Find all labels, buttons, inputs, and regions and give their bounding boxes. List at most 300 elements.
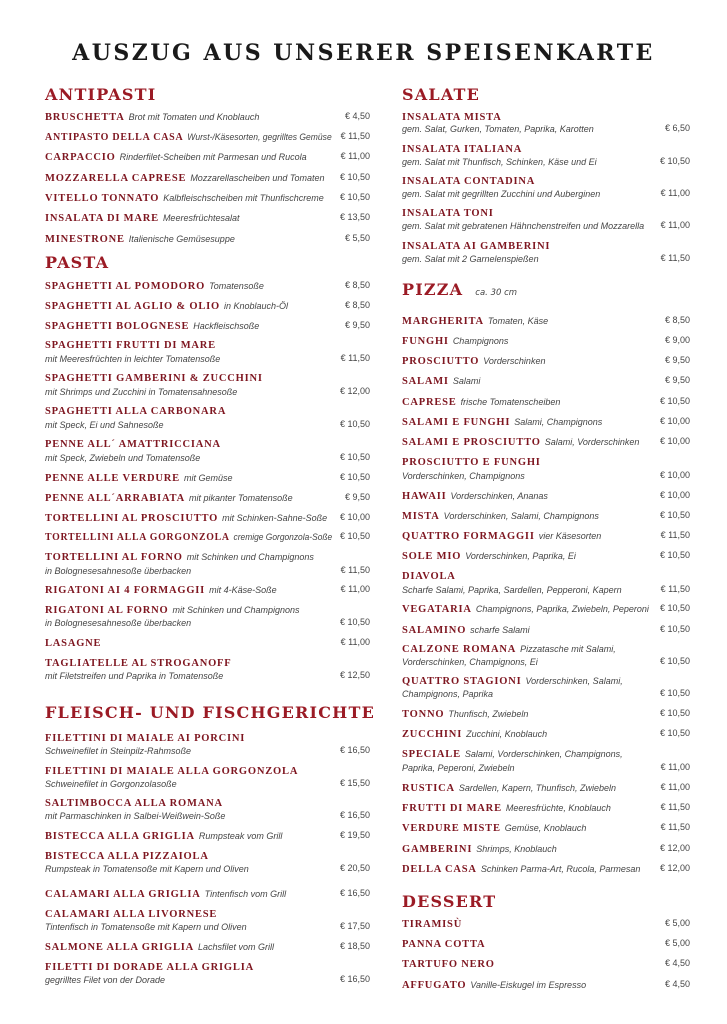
item-name: PENNE ALL´ AMATTRICCIANA — [45, 439, 221, 450]
item-line — [45, 371, 263, 383]
item-price: € 11,00 — [660, 762, 690, 772]
item-name: RIGATONI AI 4 FORMAGGII — [45, 585, 206, 596]
item-description: Vanille-Eiskugel im Espresso — [470, 980, 587, 990]
item-line — [45, 960, 254, 972]
item-name: TORTELLINI ALLA GORGONZOLA — [45, 532, 230, 543]
item-line — [45, 437, 221, 449]
item-description-line — [402, 219, 644, 231]
item-name: LASAGNE — [45, 638, 102, 649]
item-line — [402, 110, 502, 122]
item-line — [402, 747, 623, 759]
item-description-line — [45, 862, 249, 874]
section-heading — [45, 703, 375, 723]
item-name: MOZZARELLA CAPRESE — [45, 173, 187, 184]
item-description: mit Filetstreifen und Paprika in Tomatensoße — [45, 671, 224, 681]
item-line — [402, 642, 616, 654]
item-line — [402, 623, 530, 635]
item-name: SPECIALE — [402, 749, 461, 760]
item-name: SALAMI E PROSCIUTTO — [402, 437, 541, 448]
item-name: ZUCCHINI — [402, 729, 463, 740]
item-name: PENNE ALLE VERDURE — [45, 473, 180, 484]
item-line — [45, 299, 288, 311]
item-description: gem. Salat mit Thunfisch, Schinken, Käse und Ei — [402, 157, 597, 167]
section-heading — [402, 85, 480, 105]
item-price: € 9,00 — [664, 335, 690, 345]
item-line — [45, 191, 324, 203]
item-name: AFFUGATO — [402, 980, 467, 991]
item-name: SPAGHETTI FRUTTI DI MARE — [45, 340, 216, 351]
item-price: € 20,50 — [339, 863, 370, 873]
item-description-line — [45, 616, 191, 628]
item-price: € 10,50 — [339, 419, 370, 429]
item-description: Kalbfleischscheiben mit Thunfischcreme — [163, 193, 324, 203]
item-name: SPAGHETTI AL POMODORO — [45, 281, 206, 292]
item-line — [45, 940, 274, 952]
item-price: € 11,50 — [660, 530, 690, 540]
item-description: mit Schinken und Champignons — [186, 552, 314, 562]
item-line — [45, 764, 298, 776]
item-price: € 11,50 — [660, 822, 690, 832]
item-description: mit Schinken und Champignons — [172, 605, 300, 615]
item-description: Paprika, Peperoni, Zwiebeln — [402, 763, 515, 773]
item-price: € 19,50 — [339, 830, 370, 840]
section-title: SALATE — [402, 85, 481, 104]
item-description: Schinken Parma-Art, Rucola, Parmesan — [480, 864, 641, 874]
item-description: Tintenfisch vom Grill — [204, 889, 287, 899]
item-price: € 11,50 — [660, 253, 690, 263]
item-price: € 4,50 — [344, 111, 370, 121]
item-line — [402, 529, 601, 541]
item-line — [402, 374, 480, 386]
item-name: FRUTTI DI MARE — [402, 803, 502, 814]
item-price: € 10,00 — [339, 512, 370, 522]
item-name: TAGLIATELLE AL STROGANOFF — [45, 658, 232, 669]
item-description: gem. Salat, Gurken, Tomaten, Paprika, Karotten — [402, 124, 594, 134]
item-price: € 4,50 — [664, 958, 690, 968]
item-price: € 10,50 — [659, 688, 690, 698]
item-description: Champignons — [452, 336, 509, 346]
item-description: frische Tomatenscheiben — [460, 397, 561, 407]
item-line — [402, 239, 550, 251]
item-description: Salami, Vorderschinken, Champignons, — [464, 749, 623, 759]
item-price: € 10,00 — [659, 470, 690, 480]
item-price: € 10,50 — [339, 172, 370, 182]
item-price: € 17,50 — [339, 921, 370, 931]
item-line — [402, 781, 616, 793]
item-price: € 10,00 — [659, 416, 690, 426]
item-price: € 13,50 — [339, 212, 370, 222]
item-name: TONNO — [402, 709, 445, 720]
item-name: PROSCIUTTO E FUNGHI — [402, 457, 541, 468]
item-price: € 11,50 — [660, 584, 690, 594]
item-description-line — [45, 920, 247, 932]
item-line — [402, 455, 541, 467]
item-description: Vorderschinken, Ananas — [450, 491, 548, 501]
item-price: € 5,50 — [344, 233, 370, 243]
item-description: Vorderschinken, Salami, — [525, 676, 623, 686]
item-name: MISTA — [402, 511, 440, 522]
item-description: mit Gemüse — [183, 473, 233, 483]
item-price: € 8,50 — [664, 315, 690, 325]
item-name: CALZONE ROMANA — [402, 644, 517, 655]
item-description: Thunfisch, Zwiebeln — [448, 709, 529, 719]
item-price: € 10,00 — [659, 436, 690, 446]
item-description: in Bolognesesahnesoße überbacken — [45, 566, 192, 576]
item-line — [45, 232, 235, 244]
item-line — [45, 471, 233, 483]
item-name: TORTELLINI AL FORNO — [45, 552, 183, 563]
item-description: Meeresfrüchte, Knoblauch — [505, 803, 611, 813]
item-description: Vorderschinken, Salami, Champignons — [443, 511, 599, 521]
item-description: Meeresfrüchtesalat — [162, 213, 240, 223]
item-line — [45, 511, 327, 523]
item-line — [45, 171, 325, 183]
item-price: € 11,00 — [340, 151, 370, 161]
item-description: Tomaten, Käse — [487, 316, 549, 326]
item-description: Scharfe Salami, Paprika, Sardellen, Pepperoni, Kapern — [402, 585, 622, 595]
item-price: € 12,50 — [339, 670, 370, 680]
item-description: cremige Gorgonzola-Soße — [233, 532, 333, 542]
item-description: mit 4-Käse-Soße — [209, 585, 277, 595]
item-line — [402, 549, 576, 561]
item-line — [45, 731, 245, 743]
item-description: Champignons, Paprika, Zwiebeln, Peperoni — [475, 604, 649, 614]
item-price: € 6,50 — [664, 123, 690, 133]
item-name: RUSTICA — [402, 783, 455, 794]
item-price: € 10,50 — [659, 708, 690, 718]
item-price: € 16,50 — [339, 974, 370, 984]
item-price: € 8,50 — [344, 280, 370, 290]
item-price: € 11,00 — [660, 220, 690, 230]
item-price: € 11,00 — [660, 188, 690, 198]
section-title: PIZZA — [402, 280, 464, 299]
item-description: Italienische Gemüsesuppe — [128, 234, 235, 244]
item-name: CALAMARI ALLA GRIGLIA — [45, 889, 201, 900]
item-description-line — [45, 385, 237, 397]
item-line — [45, 603, 300, 615]
item-description: Gemüse, Knoblauch — [504, 823, 587, 833]
item-description: mit Speck, Zwiebeln und Tomatensoße — [45, 453, 201, 463]
item-price: € 5,00 — [664, 918, 690, 928]
item-name: SPAGHETTI GAMBERINI & ZUCCHINI — [45, 373, 263, 384]
item-line — [402, 334, 508, 346]
item-line — [402, 174, 535, 186]
item-name: BRUSCHETTA — [45, 112, 125, 123]
item-price: € 10,50 — [659, 396, 690, 406]
item-line — [402, 978, 586, 990]
item-line — [45, 583, 277, 595]
item-price: € 10,50 — [659, 156, 690, 166]
item-name: INSALATA ITALIANA — [402, 144, 523, 155]
item-line — [45, 491, 293, 503]
section-title: ANTIPASTI — [45, 85, 157, 104]
item-description: Schweinefilet in Gorgonzolasoße — [45, 779, 177, 789]
item-name: BISTECCA ALLA PIZZAIOLA — [45, 851, 209, 862]
item-description-line — [45, 418, 164, 430]
item-line — [402, 602, 649, 614]
item-price: € 10,50 — [339, 192, 370, 202]
item-description: Vorderschinken, Paprika, Ei — [465, 551, 576, 561]
item-line — [402, 142, 522, 154]
item-name: VITELLO TONNATO — [45, 193, 160, 204]
item-description: Wurst-/Käsesorten, gegrilltes Gemüse — [187, 132, 332, 142]
item-line — [402, 674, 623, 686]
item-name: SALAMINO — [402, 625, 467, 636]
menu-title: AUSZUG AUS UNSERER SPEISENKARTE — [72, 40, 655, 66]
item-line — [402, 569, 456, 581]
item-line — [45, 796, 223, 808]
item-name: CAPRESE — [402, 397, 457, 408]
item-name: QUATTRO FORMAGGII — [402, 531, 535, 542]
item-price: € 10,50 — [339, 617, 370, 627]
item-line — [402, 917, 462, 929]
item-price: € 8,50 — [344, 300, 370, 310]
section-heading — [45, 253, 109, 273]
item-line — [45, 150, 307, 162]
item-name: GAMBERINI — [402, 844, 473, 855]
item-name: DELLA CASA — [402, 864, 477, 875]
item-line — [45, 656, 231, 668]
item-price: € 16,50 — [339, 888, 370, 898]
item-description-line — [45, 564, 191, 576]
item-name: FUNGHI — [402, 336, 449, 347]
item-line — [402, 937, 485, 949]
item-line — [45, 849, 209, 861]
item-name: DIAVOLA — [402, 571, 456, 582]
item-description: scharfe Salami — [470, 625, 530, 635]
item-price: € 11,50 — [340, 353, 370, 363]
item-name: SALMONE ALLA GRIGLIA — [45, 942, 195, 953]
item-price: € 9,50 — [344, 320, 370, 330]
item-name: TIRAMISÙ — [402, 919, 463, 930]
item-name: MINESTRONE — [45, 234, 125, 245]
item-description: mit Speck, Ei und Sahnesoße — [45, 420, 164, 430]
item-description: in Knoblauch-Öl — [224, 301, 289, 311]
item-price: € 4,50 — [664, 979, 690, 989]
item-line — [402, 842, 557, 854]
item-line — [45, 829, 282, 841]
item-name: CALAMARI ALLA LIVORNESE — [45, 909, 218, 920]
item-description: mit Schinken-Sahne-Soße — [222, 513, 328, 523]
section-title: FLEISCH- UND FISCHGERICHTE — [45, 703, 375, 722]
item-description-line — [45, 809, 225, 821]
item-price: € 5,00 — [664, 938, 690, 948]
item-description: Mozzarellascheiben und Tomaten — [190, 173, 325, 183]
item-price: € 18,50 — [339, 941, 370, 951]
item-name: FILETTINI DI MAIALE ALLA GORGONZOLA — [45, 766, 299, 777]
item-price: € 11,50 — [340, 131, 370, 141]
item-description-line — [402, 761, 515, 773]
item-description: Vorderschinken, Champignons, Ei — [402, 657, 538, 667]
item-description: gegrilltes Filet von der Dorade — [45, 975, 166, 985]
item-description: Salami, Vorderschinken — [544, 437, 640, 447]
item-price: € 9,50 — [344, 492, 370, 502]
item-description: Salami, Champignons — [514, 417, 603, 427]
item-line — [402, 821, 586, 833]
item-line — [45, 130, 332, 142]
item-line — [402, 314, 548, 326]
item-name: VERDURE MISTE — [402, 823, 501, 834]
item-description: vier Käsesorten — [538, 531, 602, 541]
item-price: € 16,50 — [339, 745, 370, 755]
item-line — [45, 338, 216, 350]
item-name: TARTUFO NERO — [402, 959, 495, 970]
item-price: € 10,50 — [339, 472, 370, 482]
item-price: € 11,00 — [660, 782, 690, 792]
item-name: TORTELLINI AL PROSCIUTTO — [45, 513, 219, 524]
item-name: PENNE ALL´ARRABIATA — [45, 493, 185, 504]
item-description-line — [45, 744, 191, 756]
item-name: INSALATA AI GAMBERINI — [402, 241, 551, 252]
item-line — [402, 206, 494, 218]
item-description: Rumpsteak in Tomatensoße mit Kapern und Oliven — [45, 864, 249, 874]
item-price: € 15,50 — [339, 778, 370, 788]
item-price: € 10,50 — [659, 510, 690, 520]
item-description-line — [402, 583, 622, 595]
item-name: INSALATA TONI — [402, 208, 494, 219]
item-name: SALAMI — [402, 376, 449, 387]
item-description: mit pikanter Tomatensoße — [188, 493, 293, 503]
item-price: € 10,50 — [659, 728, 690, 738]
item-line — [45, 887, 286, 899]
item-description: mit Parmaschinken in Salbei-Weißwein-Soße — [45, 811, 226, 821]
item-name: SALAMI E FUNGHI — [402, 417, 511, 428]
section-heading — [402, 280, 517, 303]
item-line — [45, 530, 332, 542]
item-description: Hackfleischsoße — [193, 321, 260, 331]
item-description: Zucchini, Knoblauch — [466, 729, 548, 739]
item-line — [45, 211, 239, 223]
item-price: € 11,50 — [340, 565, 370, 575]
item-price: € 11,50 — [660, 802, 690, 812]
item-description: Shrimps, Knoblauch — [476, 844, 557, 854]
item-description-line — [45, 777, 177, 789]
item-line — [402, 707, 528, 719]
item-line — [402, 801, 611, 813]
item-name: INSALATA CONTADINA — [402, 176, 536, 187]
item-name: MARGHERITA — [402, 316, 484, 327]
item-name: SALTIMBOCCA ALLA ROMANA — [45, 798, 223, 809]
item-price: € 10,00 — [659, 490, 690, 500]
item-description-line — [45, 973, 165, 985]
section-note: ca. 30 cm — [475, 288, 518, 298]
item-line — [402, 354, 545, 366]
item-price: € 10,50 — [339, 452, 370, 462]
item-description: Tomatensoße — [209, 281, 264, 291]
item-line — [45, 550, 314, 562]
item-name: FILETTINI DI MAIALE AI PORCINI — [45, 733, 246, 744]
item-price: € 10,50 — [659, 603, 690, 613]
item-description: Salami — [452, 376, 481, 386]
item-name: BISTECCA ALLA GRIGLIA — [45, 831, 195, 842]
item-price: € 9,50 — [664, 375, 690, 385]
section-title: DESSERT — [402, 892, 497, 911]
item-description-line — [402, 155, 597, 167]
item-line — [402, 489, 548, 501]
item-price: € 16,50 — [339, 810, 370, 820]
item-name: HAWAII — [402, 491, 447, 502]
item-description-line — [402, 655, 538, 667]
item-description-line — [402, 187, 600, 199]
item-line — [45, 907, 217, 919]
item-description: Vorderschinken, Champignons — [402, 471, 525, 481]
item-description: Vorderschinken — [483, 356, 546, 366]
item-description: Sardellen, Kapern, Thunfisch, Zwiebeln — [458, 783, 616, 793]
item-description: Tintenfisch in Tomatensoße mit Kapern und Oliven — [45, 922, 247, 932]
item-description: Rinderfilet-Scheiben mit Parmesan und Rucola — [119, 152, 307, 162]
item-name: PROSCIUTTO — [402, 356, 480, 367]
item-price: € 11,00 — [340, 584, 370, 594]
item-line — [45, 636, 101, 648]
item-price: € 12,00 — [659, 863, 690, 873]
item-name: ANTIPASTO DELLA CASA — [45, 132, 184, 143]
item-description-line — [45, 451, 200, 463]
item-price: € 10,50 — [659, 656, 690, 666]
item-line — [402, 435, 639, 447]
item-description: gem. Salat mit gebratenen Hähnchenstreifen und Mozzarella — [402, 221, 645, 231]
section-title: PASTA — [45, 253, 110, 272]
item-name: RIGATONI AL FORNO — [45, 605, 169, 616]
item-line — [45, 279, 264, 291]
item-name: INSALATA DI MARE — [45, 213, 159, 224]
item-description: Rumpsteak vom Grill — [198, 831, 283, 841]
item-price: € 10,50 — [339, 531, 370, 541]
item-description-line — [45, 669, 223, 681]
item-line — [45, 110, 259, 122]
item-name: SPAGHETTI ALLA CARBONARA — [45, 406, 227, 417]
item-price: € 10,50 — [659, 624, 690, 634]
item-name: INSALATA MISTA — [402, 112, 502, 123]
item-name: SPAGHETTI BOLOGNESE — [45, 321, 190, 332]
item-description: Pizzatasche mit Salami, — [520, 644, 616, 654]
item-name: SPAGHETTI AL AGLIO & OLIO — [45, 301, 221, 312]
item-line — [402, 957, 495, 969]
item-price: € 10,50 — [659, 550, 690, 560]
item-description-line — [402, 252, 539, 264]
item-name: CARPACCIO — [45, 152, 116, 163]
item-description-line — [402, 687, 493, 699]
item-description: gem. Salat mit 2 Garnelenspießen — [402, 254, 539, 264]
item-name: FILETTI DI DORADE ALLA GRIGLIA — [45, 962, 254, 973]
item-description: mit Shrimps und Zucchini in Tomatensahnesoße — [45, 387, 238, 397]
item-line — [402, 395, 560, 407]
item-price: € 12,00 — [659, 843, 690, 853]
item-name: PANNA COTTA — [402, 939, 486, 950]
item-description: mit Meeresfrüchten in leichter Tomatensoße — [45, 354, 221, 364]
item-line — [402, 415, 602, 427]
item-price: € 12,00 — [339, 386, 370, 396]
item-description: Champignons, Paprika — [402, 689, 494, 699]
item-description: Lachsfilet vom Grill — [198, 942, 275, 952]
item-name: VEGATARIA — [402, 604, 472, 615]
item-description-line — [45, 352, 220, 364]
item-line — [45, 319, 259, 331]
item-description-line — [402, 122, 594, 134]
item-price: € 9,50 — [664, 355, 690, 365]
item-line — [45, 404, 226, 416]
item-price: € 11,00 — [340, 637, 370, 647]
item-description: Brot mit Tomaten und Knoblauch — [128, 112, 260, 122]
item-description: Schweinefilet in Steinpilz-Rahmsoße — [45, 746, 192, 756]
item-name: SOLE MIO — [402, 551, 462, 562]
item-line — [402, 862, 640, 874]
item-description: in Bolognesesahnesoße überbacken — [45, 618, 192, 628]
item-name: QUATTRO STAGIONI — [402, 676, 522, 687]
item-description-line — [402, 469, 525, 481]
section-heading — [45, 85, 156, 105]
item-line — [402, 727, 547, 739]
item-line — [402, 509, 599, 521]
